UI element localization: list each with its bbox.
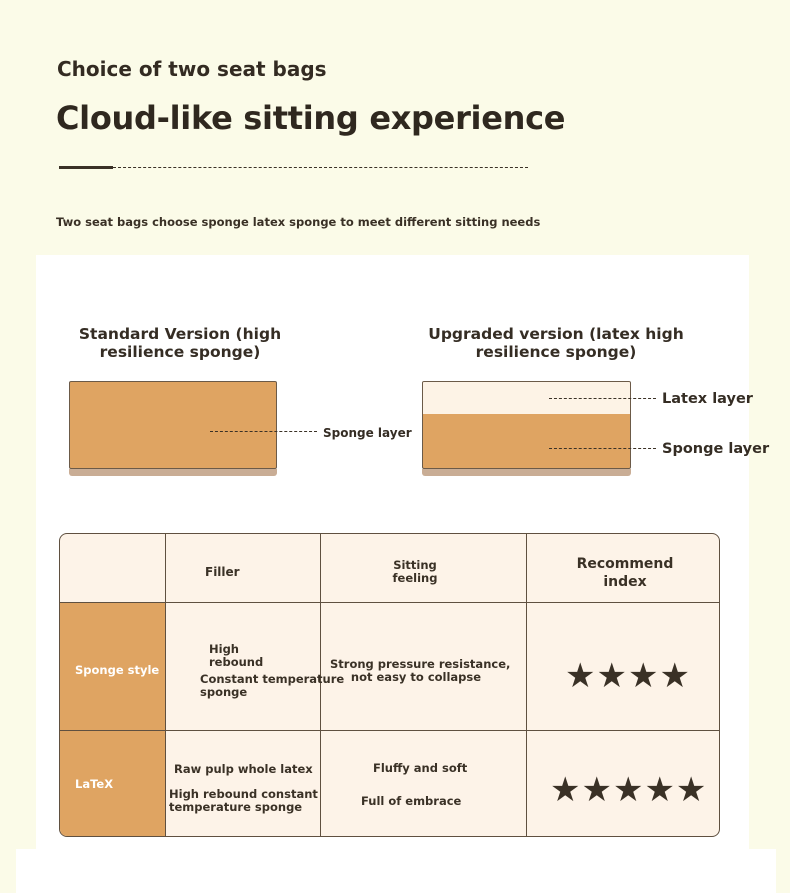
upgraded-title-line2: resilience sponge): [475, 343, 637, 361]
table-hline: [60, 730, 719, 731]
sponge-filler-line4: sponge: [200, 685, 248, 699]
sponge-filler-line1: High: [209, 642, 239, 656]
section-description: Two seat bags choose sponge latex sponge to meet different sitting needs: [56, 215, 541, 229]
header-sitting-line1: Sitting: [393, 558, 437, 572]
table-hline: [60, 602, 719, 603]
upgraded-latex-leader-line: [549, 398, 656, 399]
standard-title-line2: resilience sponge): [99, 343, 261, 361]
header-recommend-line1: Recommend: [576, 556, 674, 572]
upgraded-title-line1: Upgraded version (latex high: [428, 325, 684, 343]
title-underline-solid: [59, 166, 113, 169]
sponge-feeling-line1: Strong pressure resistance,: [330, 657, 511, 671]
sponge-rating-stars: ★★★★: [565, 656, 691, 696]
section-subtitle: Choice of two seat bags: [57, 57, 327, 81]
title-underline-dashed: [113, 167, 528, 168]
header-recommend-index: [560, 555, 690, 591]
sponge-feeling-line2: not easy to collapse: [350, 670, 482, 684]
standard-cushion-sponge-block: [69, 381, 277, 469]
header-recommend-line2: index: [603, 574, 647, 590]
sponge-filler-line3: Constant temperature: [200, 672, 345, 686]
row-name-sponge-style: Sponge style: [75, 663, 160, 677]
latex-filler-line3: temperature sponge: [169, 800, 303, 814]
sponge-sitting-feeling: [330, 657, 511, 684]
upgraded-cushion-block: [422, 381, 631, 469]
sponge-filler-line2: rebound: [209, 655, 264, 669]
header-sitting-line2: feeling: [392, 571, 438, 585]
page-title: Cloud-like sitting experience: [56, 99, 566, 137]
latex-feeling-line1: Fluffy and soft: [373, 761, 468, 775]
latex-filler-line1: Raw pulp whole latex: [174, 762, 313, 776]
bottom-panel: [16, 849, 776, 893]
standard-title-line1: Standard Version (high: [78, 325, 282, 343]
latex-filler-line2: High rebound constant: [169, 787, 318, 801]
standard-cushion-shadow: [69, 469, 277, 476]
comparison-table: [59, 533, 720, 837]
table-vline: [526, 534, 527, 836]
header-filler: Filler: [205, 565, 240, 579]
upgraded-latex-layer-label: Latex layer: [662, 391, 753, 407]
header-sitting-feeling: [370, 559, 460, 585]
table-vline: [165, 534, 166, 836]
upgraded-sponge-layer-label: Sponge layer: [662, 441, 770, 457]
standard-sponge-leader-line: [210, 431, 317, 432]
upgraded-cushion-shadow: [422, 469, 631, 476]
latex-rating-stars: ★★★★★: [550, 770, 708, 810]
upgraded-sponge-leader-line: [549, 448, 656, 449]
latex-feeling-line2: Full of embrace: [361, 794, 462, 808]
standard-sponge-layer-label: Sponge layer: [323, 426, 412, 440]
upgraded-version-title: [420, 325, 692, 361]
row-name-latex: LaTeX: [75, 777, 114, 791]
standard-version-title: [70, 325, 290, 361]
